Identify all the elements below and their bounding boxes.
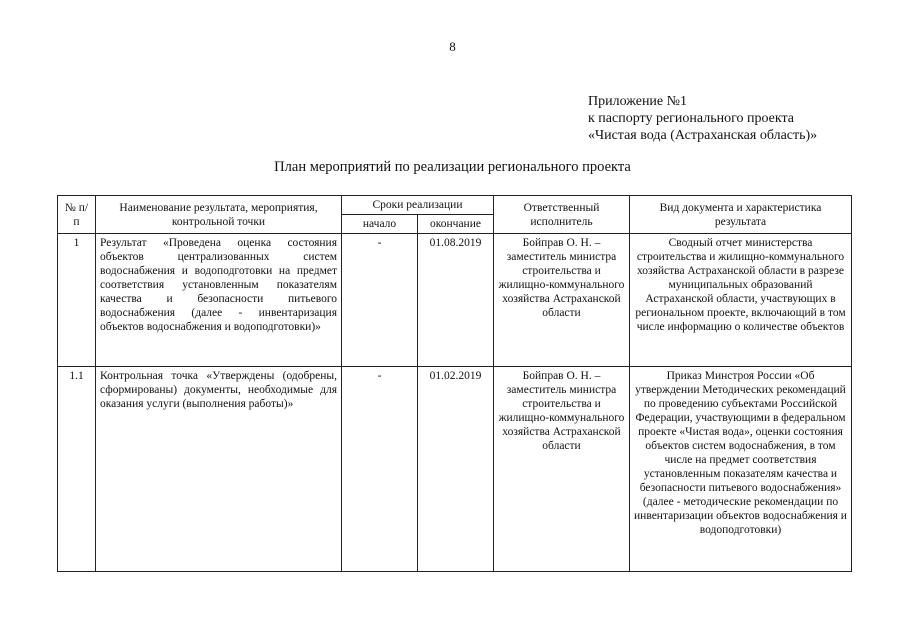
row-doc: Сводный отчет министерства строительства и жилищно-коммунального хозяйства Астраханской области в разрезе муниципальных образований Астраханской области, участвующих в региональном проекте, включающий в том числе информацию о количестве объектов xyxy=(630,234,852,367)
row-num: 1 xyxy=(58,234,96,367)
table-row xyxy=(58,234,852,367)
appendix-line-3: «Чистая вода (Астраханская область)» xyxy=(588,128,818,143)
row-start: - xyxy=(342,234,418,367)
page-number: 8 xyxy=(449,39,456,54)
header-doc: Вид документа и характеристика результата xyxy=(630,196,852,234)
row-num: 1.1 xyxy=(58,367,96,572)
table-row xyxy=(58,367,852,572)
header-end: окончание xyxy=(418,215,494,234)
row-name: Контрольная точка «Утверждены (одобрены, сформированы) документы, необходимые для оказания услуги (выполнения работы)» xyxy=(96,367,342,572)
header-name: Наименование результата, мероприятия, контрольной точки xyxy=(96,196,342,234)
header-num: № п/п xyxy=(58,196,96,234)
header-responsible: Ответственный исполнитель xyxy=(494,196,630,234)
row-name: Результат «Проведена оценка состояния объектов централизованных систем водоснабжения и водоподготовки на предмет соответствия установленным показателям качества и безопасности питьевого водоснабжения (далее - инвентаризация объектов водоснабжения и водоподготовки)» xyxy=(96,234,342,367)
appendix-line-1: Приложение №1 xyxy=(588,94,687,109)
row-end: 01.02.2019 xyxy=(418,367,494,572)
header-terms: Сроки реализации xyxy=(342,196,494,215)
header-start: начало xyxy=(342,215,418,234)
row-responsible: Бойправ О. Н. – заместитель министра строительства и жилищно-коммунального хозяйства Астраханской области xyxy=(494,367,630,572)
table-header-row xyxy=(58,196,852,215)
plan-table xyxy=(57,195,852,572)
row-doc: Приказ Минстроя России «Об утверждении Методических рекомендаций по проведению субъектами Российской Федерации, участвующими в федеральном проекте «Чистая вода», оценки состояния объектов систем водоснабжения, в том числе на предмет соответствия установленным показателям качества и безопасности питьевого водоснабжения» (далее - методические рекомендации по инвентаризации объектов водоснабжения и водоподготовки) xyxy=(630,367,852,572)
row-end: 01.08.2019 xyxy=(418,234,494,367)
appendix-block xyxy=(588,93,817,144)
row-start: - xyxy=(342,367,418,572)
appendix-line-2: к паспорту регионального проекта xyxy=(588,111,794,126)
document-title: План мероприятий по реализации регионального проекта xyxy=(274,159,631,175)
row-responsible: Бойправ О. Н. – заместитель министра строительства и жилищно-коммунального хозяйства Астраханской области xyxy=(494,234,630,367)
